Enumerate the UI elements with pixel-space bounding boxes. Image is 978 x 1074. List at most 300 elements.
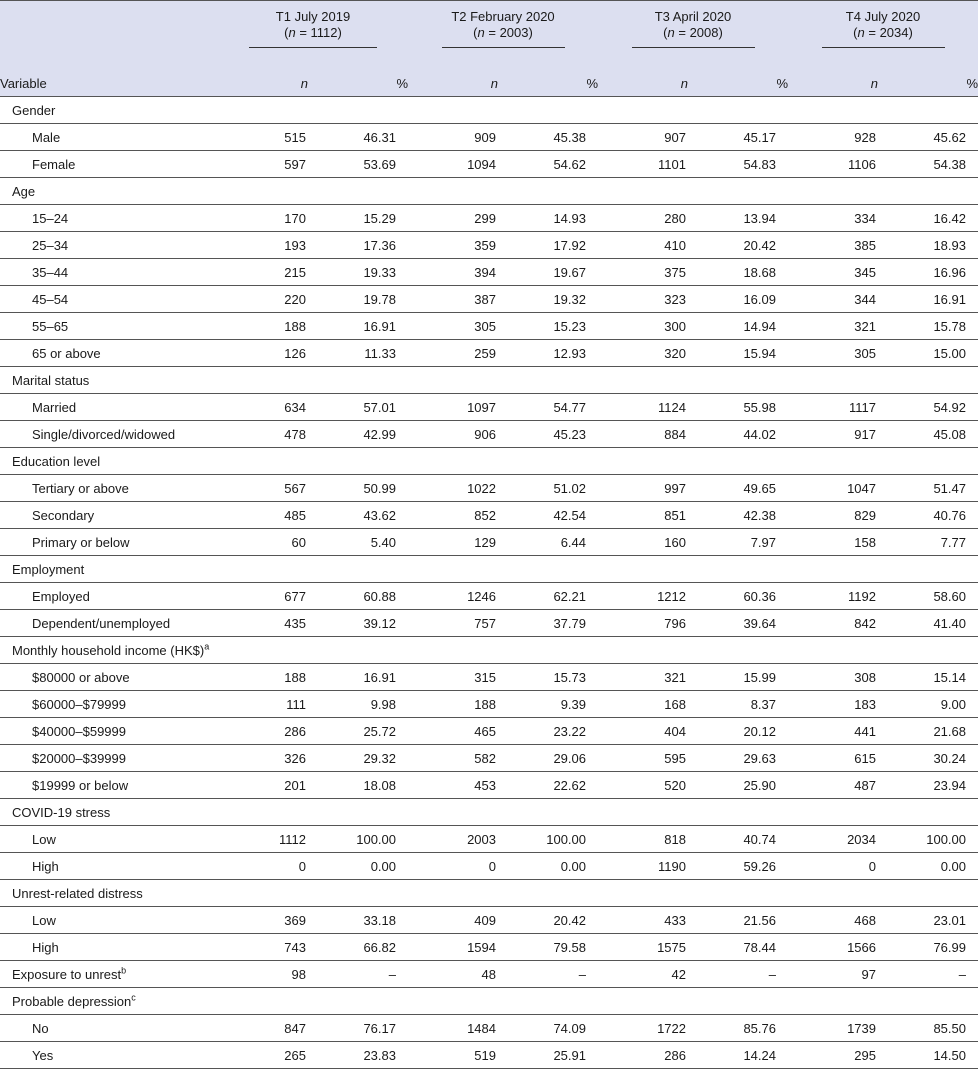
count-cell: 1566: [788, 934, 878, 961]
count-cell: 111: [218, 691, 308, 718]
count-cell: 321: [598, 664, 688, 691]
count-cell: 757: [408, 610, 498, 637]
percent-cell: –: [688, 961, 788, 988]
count-cell: 168: [598, 691, 688, 718]
count-cell: 1022: [408, 475, 498, 502]
table-row: [0, 664, 978, 691]
percent-cell: 15.00: [878, 340, 978, 367]
count-cell: 387: [408, 286, 498, 313]
percent-cell: 0.00: [878, 853, 978, 880]
percent-cell: 15.78: [878, 313, 978, 340]
percent-cell: 29.63: [688, 745, 788, 772]
table-row: [0, 502, 978, 529]
count-cell: 465: [408, 718, 498, 745]
percent-cell: 54.38: [878, 151, 978, 178]
percent-cell: 50.99: [308, 475, 408, 502]
percent-cell: 19.32: [498, 286, 598, 313]
count-cell: 160: [598, 529, 688, 556]
count-cell: 433: [598, 907, 688, 934]
percent-cell: 78.44: [688, 934, 788, 961]
count-cell: 1484: [408, 1015, 498, 1042]
table-row: [0, 232, 978, 259]
count-cell: 487: [788, 772, 878, 799]
period-header-t2: T2 February 2020 (n = 2003): [408, 1, 598, 71]
section-label: Probable depression$^c$: [0, 988, 218, 1015]
percent-cell: 15.29: [308, 205, 408, 232]
section-label: Monthly household income (HK$)$^a$: [0, 637, 218, 664]
percent-cell: 29.32: [308, 745, 408, 772]
table-row: [0, 205, 978, 232]
row-label: $60000–$79999: [0, 691, 218, 718]
section-label: Education level: [0, 448, 218, 475]
row-label: High: [0, 853, 218, 880]
percent-cell: 16.91: [308, 313, 408, 340]
count-cell: 743: [218, 934, 308, 961]
percent-cell: 49.65: [688, 475, 788, 502]
section-row: [0, 988, 978, 1015]
percent-cell: 14.94: [688, 313, 788, 340]
percent-cell: 0.00: [308, 853, 408, 880]
percent-cell: 54.92: [878, 394, 978, 421]
percent-cell: 100.00: [498, 826, 598, 853]
percent-cell: 59.26: [688, 853, 788, 880]
percent-cell: 60.36: [688, 583, 788, 610]
percent-cell: 16.91: [308, 664, 408, 691]
count-cell: 286: [598, 1042, 688, 1069]
count-cell: 520: [598, 772, 688, 799]
section-row: [0, 178, 978, 205]
section-label: Marital status: [0, 367, 218, 394]
count-cell: 42: [598, 961, 688, 988]
count-cell: 1097: [408, 394, 498, 421]
row-label: Secondary: [0, 502, 218, 529]
count-cell: 286: [218, 718, 308, 745]
count-cell: 1212: [598, 583, 688, 610]
percent-cell: 33.18: [308, 907, 408, 934]
table-row: [0, 1015, 978, 1042]
percent-cell: 16.09: [688, 286, 788, 313]
count-cell: 97: [788, 961, 878, 988]
percent-cell: 55.98: [688, 394, 788, 421]
count-cell: 907: [598, 124, 688, 151]
count-cell: 344: [788, 286, 878, 313]
table-row: [0, 421, 978, 448]
percent-cell: 45.23: [498, 421, 598, 448]
row-label: $40000–$59999: [0, 718, 218, 745]
count-cell: 1112: [218, 826, 308, 853]
count-cell: 170: [218, 205, 308, 232]
section-label: Gender: [0, 97, 218, 124]
count-cell: 1047: [788, 475, 878, 502]
percent-cell: 6.44: [498, 529, 598, 556]
percent-cell: 22.62: [498, 772, 598, 799]
percent-cell: 54.62: [498, 151, 598, 178]
count-cell: 796: [598, 610, 688, 637]
count-cell: 2034: [788, 826, 878, 853]
percent-cell: 18.08: [308, 772, 408, 799]
footnote-marker: c: [131, 992, 136, 1003]
percent-cell: 45.08: [878, 421, 978, 448]
period-title: T2 February 2020: [451, 9, 555, 24]
table-row: [0, 583, 978, 610]
percent-cell: 8.37: [688, 691, 788, 718]
table-row: [0, 475, 978, 502]
count-cell: 0: [408, 853, 498, 880]
percent-cell: 12.93: [498, 340, 598, 367]
row-label: No: [0, 1015, 218, 1042]
percent-cell: 25.91: [498, 1042, 598, 1069]
count-cell: 1192: [788, 583, 878, 610]
count-cell: 597: [218, 151, 308, 178]
count-cell: 0: [788, 853, 878, 880]
count-cell: 394: [408, 259, 498, 286]
table-row: [0, 1042, 978, 1069]
count-cell: 478: [218, 421, 308, 448]
percent-cell: 23.94: [878, 772, 978, 799]
row-label: High: [0, 934, 218, 961]
count-cell: 60: [218, 529, 308, 556]
row-label: 55–65: [0, 313, 218, 340]
count-cell: 369: [218, 907, 308, 934]
count-cell: 842: [788, 610, 878, 637]
percent-cell: 44.02: [688, 421, 788, 448]
row-label: Single/divorced/widowed: [0, 421, 218, 448]
table-row: [0, 610, 978, 637]
footnote-marker: a: [204, 641, 210, 652]
percent-cell: 51.02: [498, 475, 598, 502]
count-cell: 409: [408, 907, 498, 934]
row-label: Yes: [0, 1042, 218, 1069]
row-label: 15–24: [0, 205, 218, 232]
count-cell: 485: [218, 502, 308, 529]
pct-header: %: [688, 70, 788, 97]
percent-cell: 42.54: [498, 502, 598, 529]
row-label: Low: [0, 826, 218, 853]
count-cell: 435: [218, 610, 308, 637]
count-cell: 829: [788, 502, 878, 529]
table-row: [0, 286, 978, 313]
period-n: 2003: [499, 25, 529, 40]
percent-cell: –: [308, 961, 408, 988]
percent-cell: 39.64: [688, 610, 788, 637]
percent-cell: 15.23: [498, 313, 598, 340]
count-cell: 359: [408, 232, 498, 259]
percent-cell: 46.31: [308, 124, 408, 151]
percent-cell: 45.17: [688, 124, 788, 151]
count-cell: 308: [788, 664, 878, 691]
row-label: $20000–$39999: [0, 745, 218, 772]
n-header: n: [788, 70, 878, 97]
percent-cell: 39.12: [308, 610, 408, 637]
table-row: [0, 394, 978, 421]
percent-cell: 85.76: [688, 1015, 788, 1042]
count-cell: 441: [788, 718, 878, 745]
section-label: Employment: [0, 556, 218, 583]
count-cell: 126: [218, 340, 308, 367]
count-cell: 1117: [788, 394, 878, 421]
header-blank-cell: [0, 1, 218, 71]
count-cell: 129: [408, 529, 498, 556]
section-row: [0, 448, 978, 475]
period-n: 1112: [310, 25, 338, 40]
period-n: 2008: [689, 25, 719, 40]
section-label: Unrest-related distress: [0, 880, 218, 907]
percent-cell: 20.42: [688, 232, 788, 259]
count-cell: 468: [788, 907, 878, 934]
section-row: [0, 961, 978, 988]
count-cell: 515: [218, 124, 308, 151]
row-label: 35–44: [0, 259, 218, 286]
row-label: 25–34: [0, 232, 218, 259]
percent-cell: 30.24: [878, 745, 978, 772]
row-label: Primary or below: [0, 529, 218, 556]
count-cell: 305: [408, 313, 498, 340]
section-label: Age: [0, 178, 218, 205]
count-cell: 320: [598, 340, 688, 367]
period-header-t3: T3 April 2020 (n = 2008): [598, 1, 788, 71]
section-row: [0, 97, 978, 124]
row-label: 65 or above: [0, 340, 218, 367]
count-cell: 188: [218, 664, 308, 691]
count-cell: 519: [408, 1042, 498, 1069]
percent-cell: 45.38: [498, 124, 598, 151]
table-row: [0, 529, 978, 556]
count-cell: 280: [598, 205, 688, 232]
header-row-periods: [0, 1, 978, 71]
count-cell: 323: [598, 286, 688, 313]
table-row: [0, 745, 978, 772]
table-row: [0, 853, 978, 880]
count-cell: 215: [218, 259, 308, 286]
percent-cell: 40.74: [688, 826, 788, 853]
percent-cell: 20.42: [498, 907, 598, 934]
percent-cell: 23.01: [878, 907, 978, 934]
count-cell: 299: [408, 205, 498, 232]
header-row-columns: [0, 70, 978, 97]
count-cell: 220: [218, 286, 308, 313]
percent-cell: 15.94: [688, 340, 788, 367]
count-cell: 345: [788, 259, 878, 286]
count-cell: 818: [598, 826, 688, 853]
percent-cell: 62.21: [498, 583, 598, 610]
section-row: [0, 637, 978, 664]
row-label: Low: [0, 907, 218, 934]
count-cell: 158: [788, 529, 878, 556]
row-label: $19999 or below: [0, 772, 218, 799]
percent-cell: 66.82: [308, 934, 408, 961]
percent-cell: 11.33: [308, 340, 408, 367]
count-cell: 847: [218, 1015, 308, 1042]
percent-cell: 45.62: [878, 124, 978, 151]
percent-cell: 18.68: [688, 259, 788, 286]
count-cell: 300: [598, 313, 688, 340]
percent-cell: 74.09: [498, 1015, 598, 1042]
percent-cell: 43.62: [308, 502, 408, 529]
count-cell: 334: [788, 205, 878, 232]
count-cell: 265: [218, 1042, 308, 1069]
table-row: [0, 934, 978, 961]
percent-cell: 16.91: [878, 286, 978, 313]
count-cell: 582: [408, 745, 498, 772]
count-cell: 677: [218, 583, 308, 610]
count-cell: 909: [408, 124, 498, 151]
count-cell: 188: [408, 691, 498, 718]
percent-cell: 20.12: [688, 718, 788, 745]
percent-cell: 7.77: [878, 529, 978, 556]
table-row: [0, 124, 978, 151]
percent-cell: 54.77: [498, 394, 598, 421]
percent-cell: 25.90: [688, 772, 788, 799]
count-cell: 404: [598, 718, 688, 745]
percent-cell: 21.56: [688, 907, 788, 934]
footnote-marker: b: [121, 965, 127, 976]
percent-cell: 19.67: [498, 259, 598, 286]
percent-cell: 19.33: [308, 259, 408, 286]
table-row: [0, 313, 978, 340]
count-cell: 188: [218, 313, 308, 340]
percent-cell: 15.14: [878, 664, 978, 691]
count-cell: 1101: [598, 151, 688, 178]
percent-cell: 19.78: [308, 286, 408, 313]
percent-cell: 23.83: [308, 1042, 408, 1069]
percent-cell: 79.58: [498, 934, 598, 961]
count-cell: 1094: [408, 151, 498, 178]
count-cell: 1575: [598, 934, 688, 961]
percent-cell: 17.92: [498, 232, 598, 259]
count-cell: 884: [598, 421, 688, 448]
count-cell: 928: [788, 124, 878, 151]
section-row: [0, 799, 978, 826]
section-row: [0, 556, 978, 583]
count-cell: 615: [788, 745, 878, 772]
percent-cell: 15.73: [498, 664, 598, 691]
count-cell: 326: [218, 745, 308, 772]
percent-cell: 15.99: [688, 664, 788, 691]
period-header-t1: T1 July 2019 (n = 1112): [218, 1, 408, 71]
percent-cell: 85.50: [878, 1015, 978, 1042]
count-cell: 321: [788, 313, 878, 340]
count-cell: 1124: [598, 394, 688, 421]
percent-cell: –: [878, 961, 978, 988]
count-cell: 0: [218, 853, 308, 880]
percent-cell: 100.00: [308, 826, 408, 853]
table-row: [0, 772, 978, 799]
count-cell: 375: [598, 259, 688, 286]
n-header: n: [408, 70, 498, 97]
table-row: [0, 826, 978, 853]
table-row: [0, 340, 978, 367]
count-cell: 98: [218, 961, 308, 988]
row-label: Female: [0, 151, 218, 178]
row-label: $80000 or above: [0, 664, 218, 691]
percent-cell: 7.97: [688, 529, 788, 556]
percent-cell: 40.76: [878, 502, 978, 529]
section-label: Exposure to unrest$^b$: [0, 961, 218, 988]
percent-cell: 25.72: [308, 718, 408, 745]
percent-cell: 42.38: [688, 502, 788, 529]
n-header: n: [598, 70, 688, 97]
row-label: Employed: [0, 583, 218, 610]
percent-cell: 100.00: [878, 826, 978, 853]
percent-cell: 76.99: [878, 934, 978, 961]
count-cell: 851: [598, 502, 688, 529]
period-n: 2034: [879, 25, 909, 40]
row-label: Male: [0, 124, 218, 151]
count-cell: 595: [598, 745, 688, 772]
percent-cell: 9.00: [878, 691, 978, 718]
percent-cell: –: [498, 961, 598, 988]
percent-cell: 60.88: [308, 583, 408, 610]
percent-cell: 14.93: [498, 205, 598, 232]
count-cell: 917: [788, 421, 878, 448]
period-header-t4: T4 July 2020 (n = 2034): [788, 1, 978, 71]
percent-cell: 14.24: [688, 1042, 788, 1069]
percent-cell: 57.01: [308, 394, 408, 421]
count-cell: 906: [408, 421, 498, 448]
percent-cell: 23.22: [498, 718, 598, 745]
count-cell: 1246: [408, 583, 498, 610]
count-cell: 48: [408, 961, 498, 988]
count-cell: 1190: [598, 853, 688, 880]
n-header: n: [218, 70, 308, 97]
section-label: COVID-19 stress: [0, 799, 218, 826]
table-row: [0, 718, 978, 745]
count-cell: 410: [598, 232, 688, 259]
row-label: Tertiary or above: [0, 475, 218, 502]
section-row: [0, 367, 978, 394]
percent-cell: 41.40: [878, 610, 978, 637]
pct-header: %: [308, 70, 408, 97]
percent-cell: 42.99: [308, 421, 408, 448]
table-row: [0, 259, 978, 286]
count-cell: 1739: [788, 1015, 878, 1042]
count-cell: 1106: [788, 151, 878, 178]
count-cell: 1722: [598, 1015, 688, 1042]
period-title: T1 July 2019: [275, 9, 351, 24]
percent-cell: 54.83: [688, 151, 788, 178]
pct-header: %: [878, 70, 978, 97]
percent-cell: 18.93: [878, 232, 978, 259]
count-cell: 295: [788, 1042, 878, 1069]
row-label: Dependent/unemployed: [0, 610, 218, 637]
period-title: T4 July 2020: [845, 9, 921, 24]
percent-cell: 14.50: [878, 1042, 978, 1069]
row-label: 45–54: [0, 286, 218, 313]
count-cell: 305: [788, 340, 878, 367]
percent-cell: 21.68: [878, 718, 978, 745]
table-body: [0, 97, 978, 1069]
percent-cell: 76.17: [308, 1015, 408, 1042]
count-cell: 453: [408, 772, 498, 799]
count-cell: 259: [408, 340, 498, 367]
count-cell: 183: [788, 691, 878, 718]
count-cell: 193: [218, 232, 308, 259]
count-cell: 634: [218, 394, 308, 421]
percent-cell: 5.40: [308, 529, 408, 556]
count-cell: 567: [218, 475, 308, 502]
percent-cell: 29.06: [498, 745, 598, 772]
count-cell: 852: [408, 502, 498, 529]
row-label: Married: [0, 394, 218, 421]
count-cell: 997: [598, 475, 688, 502]
table-row: [0, 151, 978, 178]
pct-header: %: [498, 70, 598, 97]
percent-cell: 17.36: [308, 232, 408, 259]
percent-cell: 9.98: [308, 691, 408, 718]
percent-cell: 16.96: [878, 259, 978, 286]
percent-cell: 13.94: [688, 205, 788, 232]
table-row: [0, 691, 978, 718]
